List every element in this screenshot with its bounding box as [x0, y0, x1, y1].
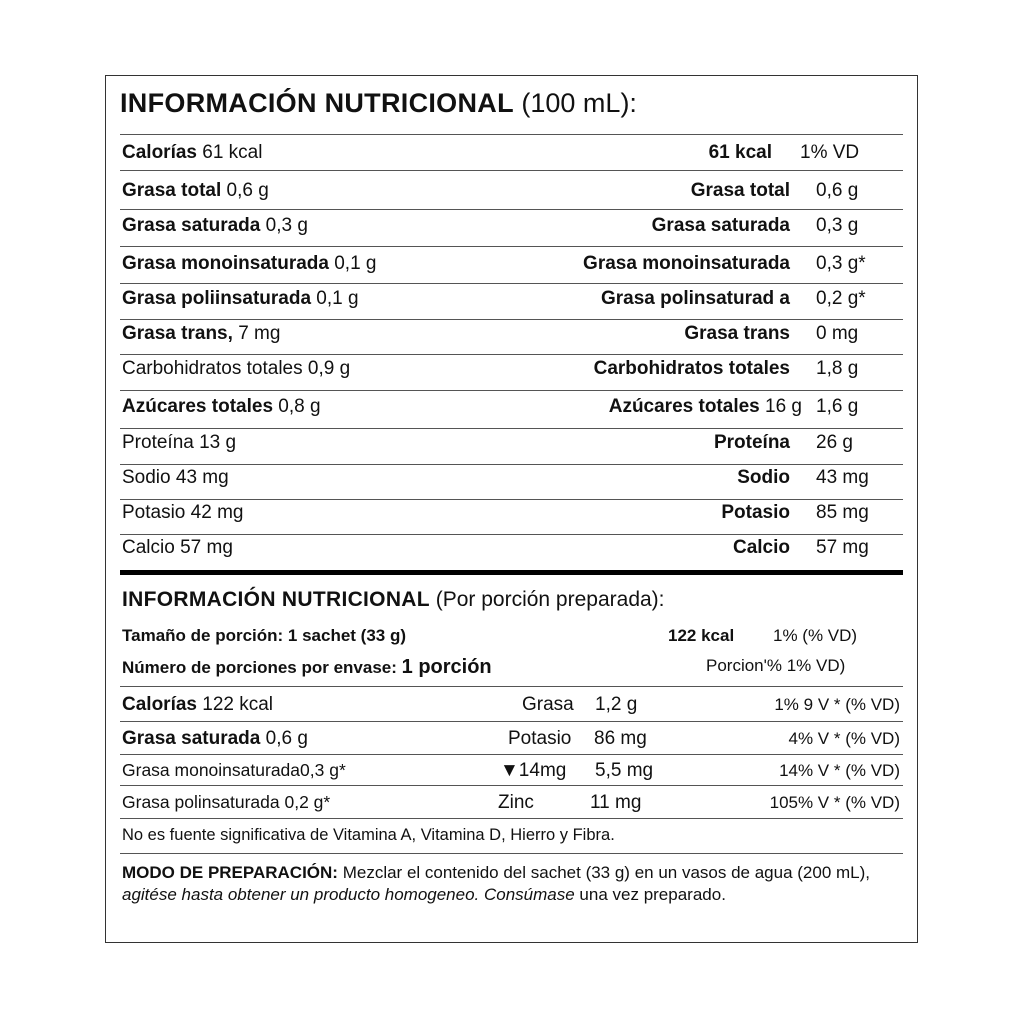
right-nutrient-label: Calcio — [732, 537, 790, 558]
main-row-left — [122, 432, 236, 454]
serving-row-left — [122, 760, 346, 781]
serving-vd: 14% V * (% VD) — [779, 761, 900, 780]
serving-size-vd: 1% (% VD) — [773, 626, 858, 645]
divider — [120, 818, 903, 819]
divider — [120, 721, 903, 722]
right-nutrient-label: Grasa monoinsaturada — [583, 253, 790, 274]
nutrient-label: Carbohidratos totales — [122, 358, 303, 379]
nutrient-value: 0,9 g — [307, 358, 351, 379]
divider — [120, 428, 903, 429]
main-row-left — [122, 396, 321, 418]
divider — [120, 499, 903, 500]
nutrient-label: Grasa poliinsaturada — [122, 288, 312, 309]
right-nutrient-label: Grasa total — [690, 180, 790, 201]
right-nutrient-value: 1% VD — [800, 142, 860, 163]
serving-size-kcal: 122 kcal — [668, 626, 735, 645]
right-nutrient-label: Potasio — [721, 502, 790, 523]
serving-col2-label: Grasa — [522, 694, 574, 715]
serving-col2-label: Potasio — [508, 728, 572, 749]
serving-col2-value: 5,5 mg — [595, 760, 654, 781]
nutrient-label: Azúcares totales — [122, 396, 274, 417]
main-row-left — [122, 358, 350, 380]
right-nutrient-value: 43 mg — [816, 467, 869, 488]
nutrient-label: Proteína — [122, 432, 194, 453]
serving-row-left — [122, 694, 273, 716]
right-nutrient-label: Grasa saturada — [651, 215, 790, 236]
main-title: INFORMACIÓN NUTRICIONAL (100 mL): — [120, 88, 637, 118]
main-row-left — [122, 215, 308, 237]
right-nutrient-label: Sodio — [737, 467, 790, 488]
divider — [120, 246, 903, 247]
right-nutrient-label — [609, 396, 802, 418]
note-text: No es fuente significativa de Vitamina A, Vitamina D, Hierro y Fibra. — [122, 826, 615, 844]
serving-nutrient-value: 0,6 g — [265, 728, 308, 749]
main-row-left — [122, 537, 233, 559]
divider — [120, 209, 903, 210]
nutrient-value: 57 mg — [180, 537, 233, 558]
right-nutrient-value: 57 mg — [816, 537, 869, 558]
serving-col2-value: 11 mg — [590, 792, 642, 813]
nutrient-label: Grasa trans, — [122, 323, 233, 344]
divider — [120, 686, 903, 687]
portions-label: Número de porciones por envase: 1 porción — [122, 656, 492, 678]
right-nutrient-value: 1,8 g — [816, 358, 859, 379]
serving-col2-label: ▼14mg — [500, 760, 567, 781]
serving-title: INFORMACIÓN NUTRICIONAL (Por porción preparada): — [122, 588, 665, 611]
portions-right: Porcion'% 1% VD) — [706, 656, 846, 675]
right-nutrient-label: Proteína — [713, 432, 790, 453]
divider — [120, 853, 903, 854]
serving-col2-value: 86 mg — [594, 728, 647, 749]
serving-nutrient-value: 0,3 g* — [300, 760, 346, 780]
nutrient-value: 0,6 g — [226, 180, 269, 201]
serving-vd: 1% 9 V * (% VD) — [774, 695, 900, 714]
thick-divider — [120, 570, 903, 575]
serving-nutrient-label: Grasa polinsaturada — [122, 792, 280, 812]
nutrient-value: 0,1 g — [334, 253, 377, 274]
serving-vd: 4% V * (% VD) — [788, 729, 900, 748]
right-nutrient-label-text: Azúcares totales — [608, 396, 760, 417]
divider — [120, 354, 903, 355]
serving-nutrient-value: 122 kcal — [202, 694, 274, 715]
right-nutrient-label: Grasa trans — [684, 323, 790, 344]
preparation-text: MODO DE PREPARACIÓN: Mezclar el contenido del sachet (33 g) en un vasos de agua (200 mL), agitése hasta obtener un producto homogeneo. Consúmase una vez preparado. — [122, 863, 871, 904]
serving-nutrient-label: Calorías — [122, 694, 197, 715]
nutrient-value: 0,1 g — [316, 288, 359, 309]
divider — [120, 464, 903, 465]
nutrient-value: 13 g — [199, 432, 237, 453]
divider — [120, 754, 903, 755]
divider — [120, 319, 903, 320]
right-nutrient-value: 85 mg — [816, 502, 869, 523]
divider — [120, 390, 903, 391]
serving-row-left — [122, 728, 308, 750]
divider — [120, 170, 903, 171]
divider — [120, 534, 903, 535]
main-row-left — [122, 323, 280, 345]
divider — [120, 134, 903, 135]
right-nutrient-value: 0,6 g — [816, 180, 859, 201]
divider — [120, 785, 903, 786]
serving-size-label: Tamaño de porción: 1 sachet (33 g) — [122, 626, 407, 645]
main-row-left — [122, 253, 377, 275]
right-nutrient-label: Grasa polinsaturad a — [600, 288, 790, 309]
serving-vd: 105% V * (% VD) — [769, 793, 900, 812]
nutrient-label: Sodio — [122, 467, 171, 488]
nutrient-label: Calcio — [122, 537, 175, 558]
right-nutrient-label: 61 kcal — [708, 142, 772, 163]
nutrient-label: Grasa saturada — [122, 215, 261, 236]
right-nutrient-value: 1,6 g — [816, 396, 859, 417]
serving-nutrient-value: 0,2 g* — [284, 792, 331, 812]
right-nutrient-value: 0,3 g — [816, 215, 859, 236]
right-nutrient-value: 0 mg — [816, 323, 859, 344]
serving-col2-value: 1,2 g — [595, 694, 638, 715]
main-row-left — [122, 142, 262, 164]
nutrient-value: 0,3 g — [265, 215, 308, 236]
nutrient-value: 43 mg — [175, 467, 229, 488]
nutrient-label: Grasa monoinsaturada — [122, 253, 329, 274]
main-row-left — [122, 467, 229, 489]
right-nutrient-value: 26 g — [816, 432, 853, 453]
right-nutrient-value: 0,2 g* — [816, 288, 866, 309]
serving-row-left — [122, 792, 330, 813]
right-nutrient-value: 0,3 g* — [816, 253, 866, 274]
main-row-left — [122, 180, 269, 202]
nutrient-value: 0,8 g — [278, 396, 321, 417]
serving-col2-label: Zinc — [498, 792, 534, 813]
divider — [120, 283, 903, 284]
nutrient-label: Potasio — [122, 502, 186, 523]
main-row-left — [122, 502, 243, 524]
nutrient-value: 7 mg — [238, 323, 281, 344]
serving-nutrient-label: Grasa monoinsaturada — [122, 760, 301, 780]
main-row-left — [122, 288, 359, 310]
serving-nutrient-label: Grasa saturada — [122, 728, 261, 749]
right-extra-value: 16 g — [765, 396, 802, 417]
right-nutrient-label: Carbohidratos totales — [593, 358, 790, 379]
nutrient-value: 42 mg — [190, 502, 244, 523]
nutrient-value: 61 kcal — [202, 142, 263, 163]
nutrient-label: Calorías — [122, 142, 197, 163]
nutrient-label: Grasa total — [122, 180, 222, 201]
